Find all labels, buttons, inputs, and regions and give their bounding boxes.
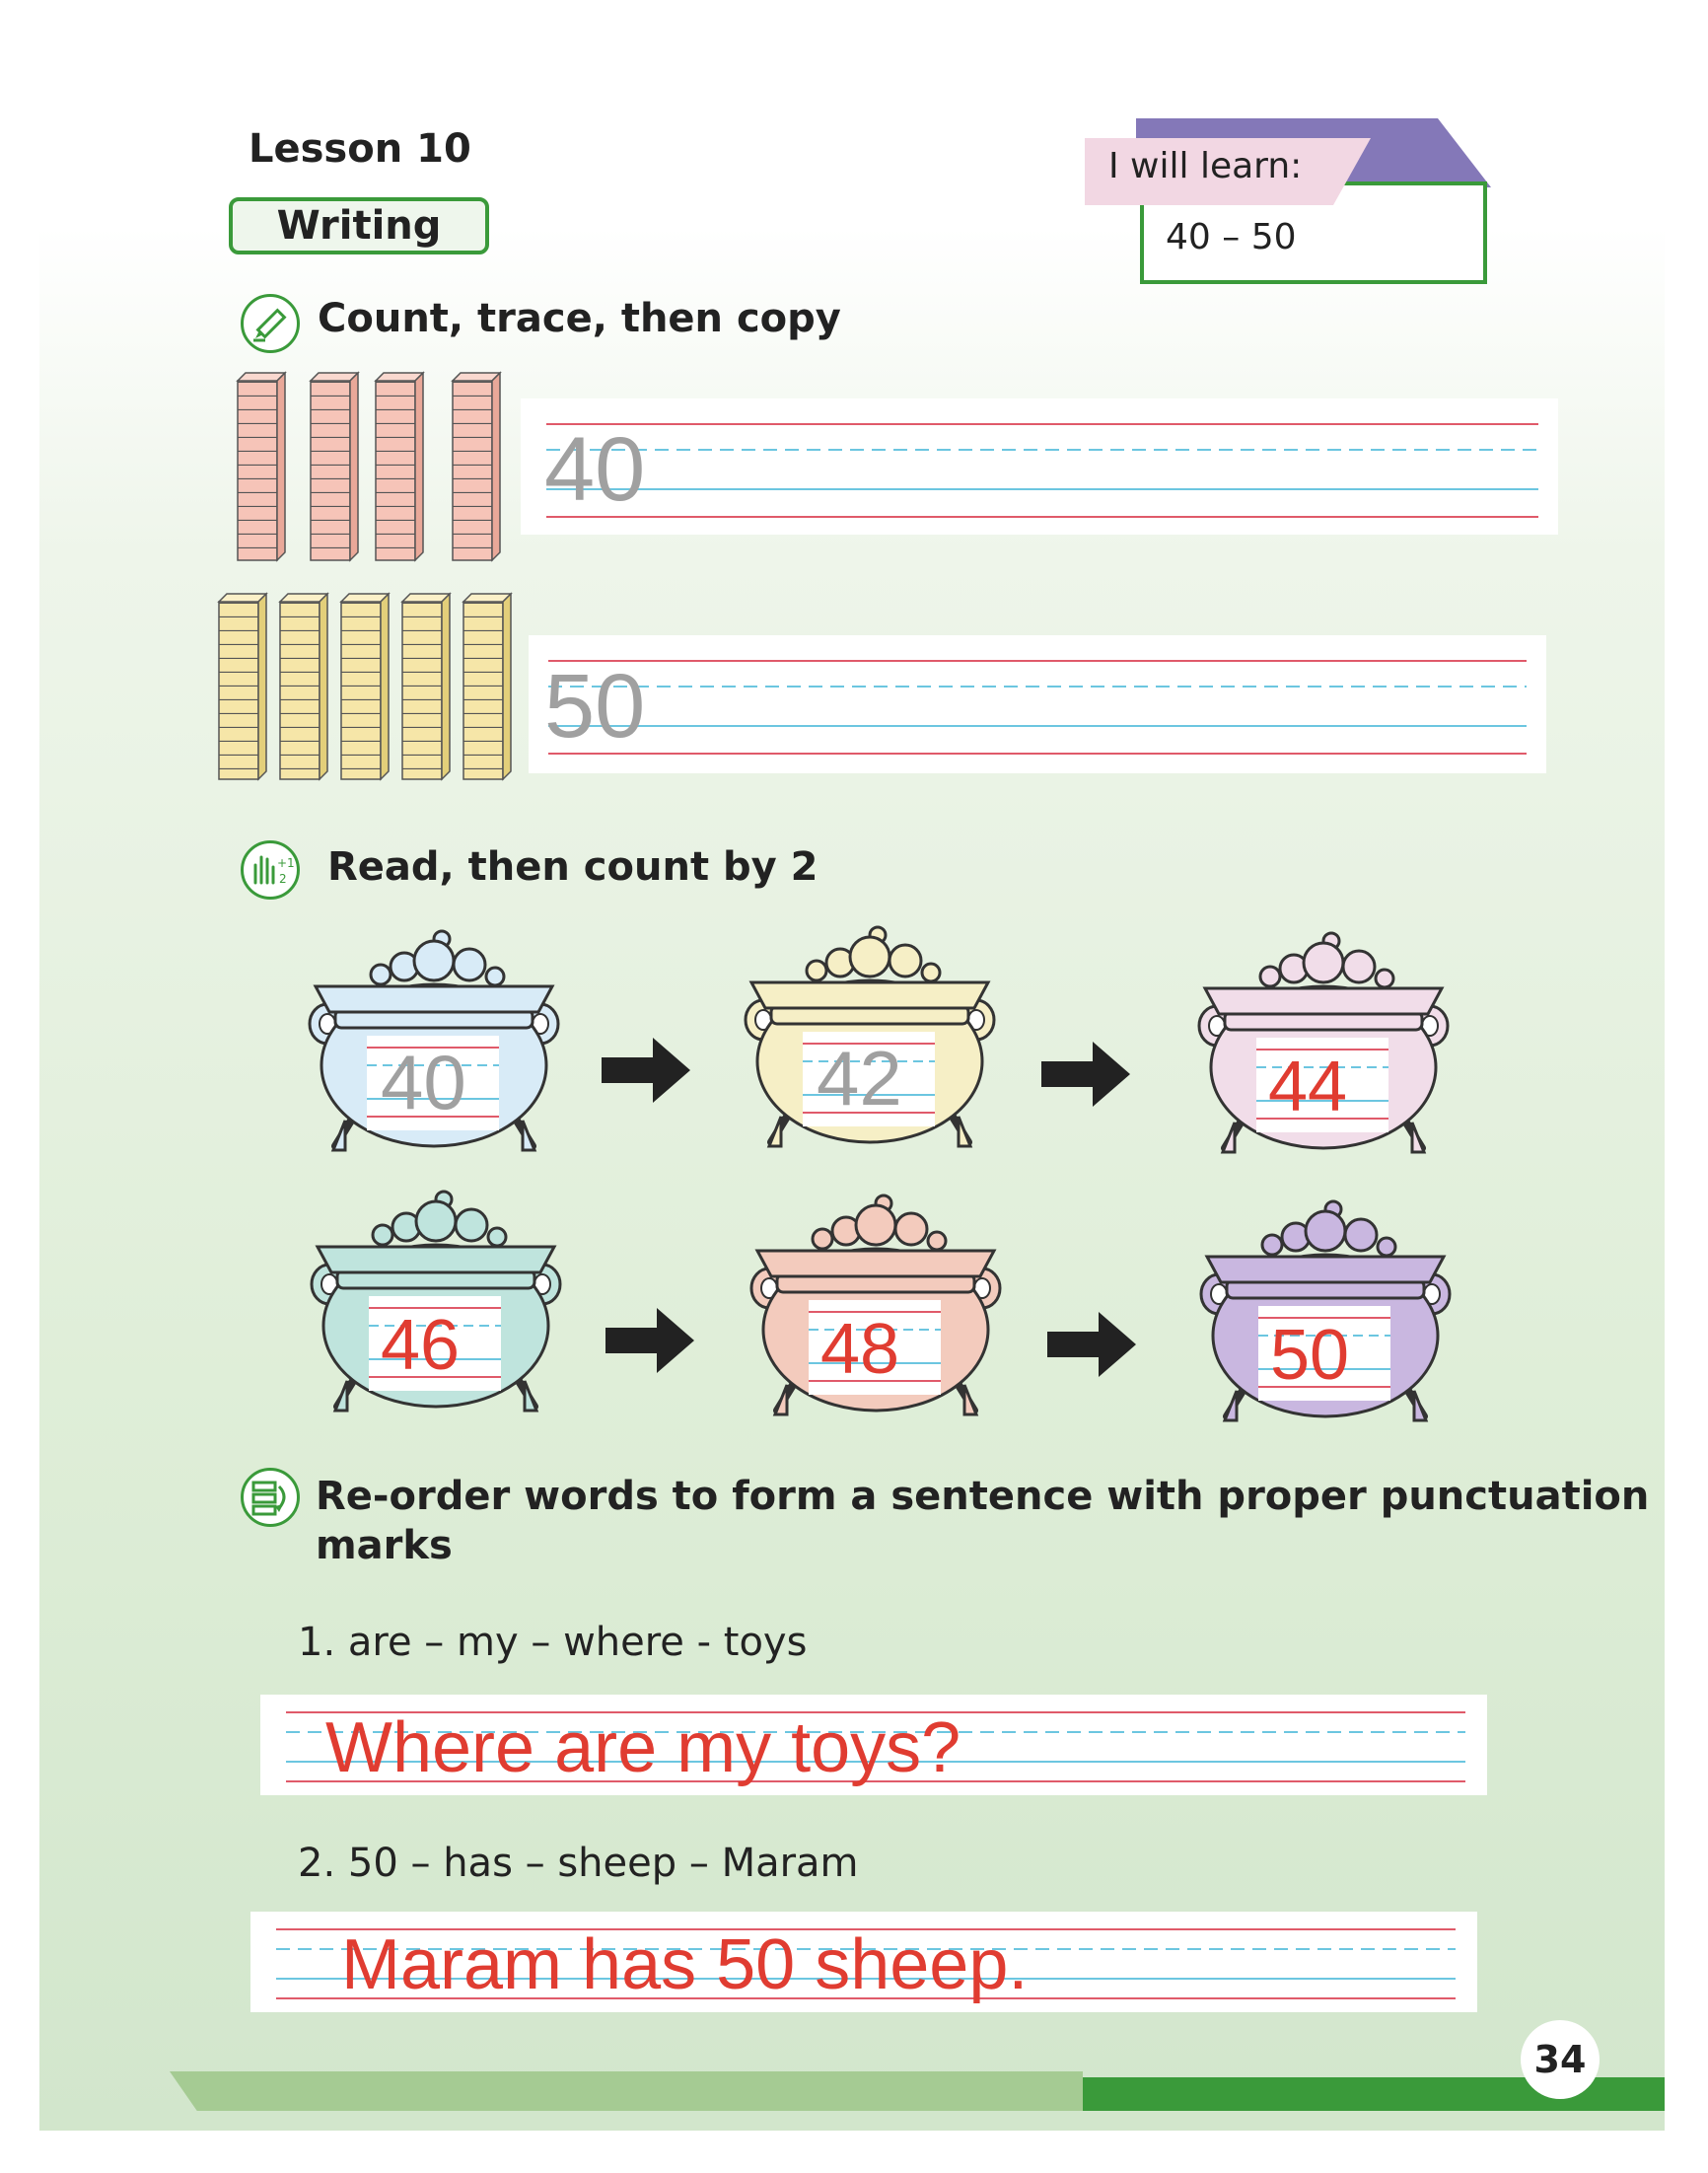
instruction-count-by-2: Read, then count by 2 <box>327 844 818 890</box>
instruction-count-trace-copy: Count, trace, then copy <box>318 296 841 341</box>
pot-number-box[interactable] <box>367 1036 499 1130</box>
section-badge <box>229 197 489 254</box>
pot <box>1195 929 1452 1166</box>
pot <box>742 923 998 1160</box>
trace-number-40: 40 <box>544 419 646 520</box>
pot-number-box[interactable] <box>809 1300 941 1395</box>
writing-lines-40[interactable] <box>521 398 1558 535</box>
question-1: 1. are – my – where - toys <box>298 1620 808 1665</box>
writing-lines-50[interactable] <box>529 635 1546 773</box>
pot-number: 42 <box>817 1035 902 1122</box>
arrow-right-icon <box>605 1306 694 1375</box>
arrow-right-icon <box>1041 1040 1130 1109</box>
pot-number-box[interactable] <box>1258 1306 1390 1401</box>
learn-value: 40 – 50 <box>1166 217 1297 257</box>
answer-lines-1[interactable] <box>260 1695 1487 1795</box>
section-label: Writing <box>276 203 442 249</box>
hand-counting-icon <box>241 840 300 900</box>
arrow-right-icon <box>1047 1310 1136 1379</box>
page-number: 34 <box>1521 2020 1600 2099</box>
instruction-reorder-line1: Re-order words to form a sentence with proper punctuation <box>316 1474 1650 1519</box>
tens-rods-50 <box>215 590 521 783</box>
answer-2: Maram has 50 sheep. <box>341 1925 1029 2004</box>
pot <box>1197 1197 1454 1434</box>
pot-number-box[interactable] <box>803 1032 935 1126</box>
lesson-title: Lesson 10 <box>249 126 471 172</box>
learn-box <box>1085 116 1499 294</box>
pot-number-box[interactable] <box>1256 1038 1388 1132</box>
trace-number-50: 50 <box>544 656 646 757</box>
pot-number-box[interactable] <box>369 1296 501 1391</box>
question-2: 2. 50 – has – sheep – Maram <box>298 1841 859 1886</box>
pot <box>747 1192 1004 1428</box>
answer-1: Where are my toys? <box>325 1708 961 1787</box>
pot-number: 50 <box>1270 1316 1350 1395</box>
pot <box>308 1188 564 1424</box>
pot <box>306 927 562 1164</box>
learn-tab-label: I will learn: <box>1108 146 1303 186</box>
answer-lines-2[interactable] <box>250 1912 1477 2012</box>
reorder-icon <box>241 1468 300 1527</box>
pot-number: 48 <box>820 1310 900 1389</box>
pot-number: 40 <box>381 1039 466 1125</box>
svg-text:2: 2 <box>279 872 287 886</box>
instruction-reorder-line2: marks <box>316 1523 453 1568</box>
footer-bar-light <box>170 2071 1083 2111</box>
arrow-right-icon <box>602 1036 690 1105</box>
svg-text:+1: +1 <box>277 856 295 870</box>
pot-number: 46 <box>381 1306 461 1385</box>
pencil-icon <box>241 294 300 353</box>
pot-number: 44 <box>1268 1048 1348 1126</box>
tens-rods-40 <box>233 369 509 566</box>
